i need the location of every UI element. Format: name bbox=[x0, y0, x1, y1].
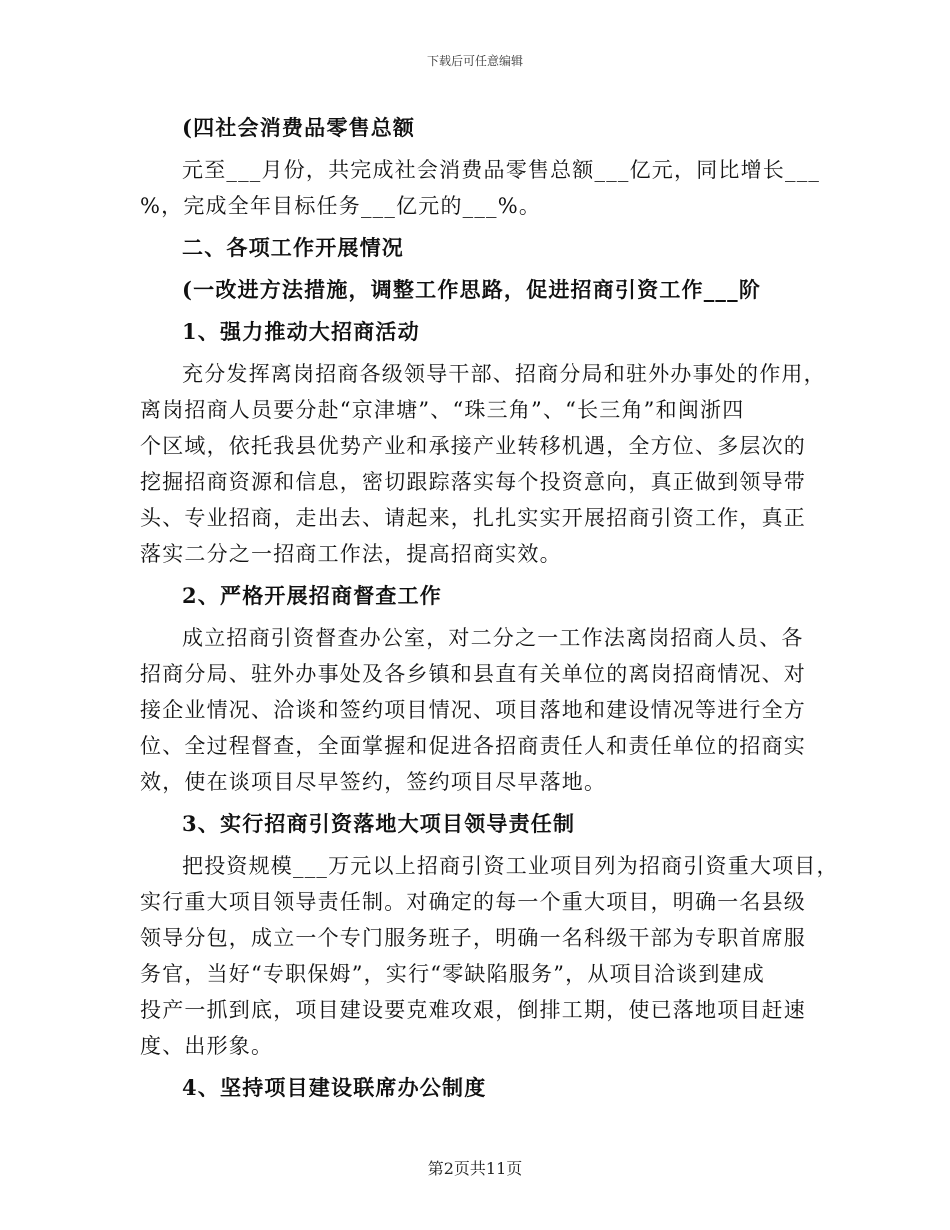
paragraph-line: 位、全过程督查，全面掌握和促进各招商责任人和责任单位的招商实 bbox=[140, 734, 806, 758]
paragraph-line: 充分发挥离岗招商各级领导干部、招商分局和驻外办事处的作用， bbox=[182, 362, 826, 386]
paragraph-line: 把投资规模___万元以上招商引资工业项目列为招商引资重大项目， bbox=[182, 854, 839, 878]
paragraph-line: %，完成全年目标任务___亿元的___%。 bbox=[140, 194, 542, 218]
paragraph-line: 实行重大项目领导责任制。对确定的每一个重大项目，明确一名县级 bbox=[140, 890, 806, 914]
paragraph-line: 个区域，依托我县优势产业和承接产业转移机遇，全方位、多层次的 bbox=[140, 434, 806, 458]
paragraph-line: 招商分局、驻外办事处及各乡镇和县直有关单位的离岗招商情况、对 bbox=[140, 662, 806, 686]
paragraph-line: 度、出形象。 bbox=[140, 1034, 274, 1058]
section-heading: (四社会消费品零售总额 bbox=[182, 115, 416, 140]
paragraph-line: 成立招商引资督查办公室，对二分之一工作法离岗招商人员、各 bbox=[182, 626, 804, 650]
page-header: 下载后可任意编辑 bbox=[426, 54, 523, 68]
paragraph-line: 头、专业招商，走出去、请起来，扎扎实实开展招商引资工作，真正 bbox=[140, 506, 806, 530]
section-heading: (一改进方法措施，调整工作思路，促进招商引资工作___阶 bbox=[182, 277, 762, 302]
document-body bbox=[140, 110, 839, 1106]
page-footer: 第2页共11页 bbox=[427, 1159, 523, 1178]
paragraph-line: 效，使在谈项目尽早签约，签约项目尽早落地。 bbox=[140, 770, 607, 794]
section-heading: 2、严格开展招商督查工作 bbox=[182, 583, 443, 608]
paragraph-line: 挖掘招商资源和信息，密切跟踪落实每个投资意向，真正做到领导带 bbox=[140, 470, 806, 494]
section-heading: 1、强力推动大招商活动 bbox=[182, 319, 420, 344]
section-heading: 3、实行招商引资落地大项目领导责任制 bbox=[182, 811, 576, 836]
paragraph-line: 投产一抓到底，项目建设要克难攻艰，倒排工期，使已落地项目赶速 bbox=[140, 998, 806, 1022]
paragraph-line: 落实二分之一招商工作法，提高招商实效。 bbox=[140, 542, 562, 566]
paragraph-line: 领导分包，成立一个专门服务班子，明确一名科级干部为专职首席服 bbox=[140, 926, 806, 950]
section-heading: 二、各项工作开展情况 bbox=[182, 235, 404, 260]
section-heading: 4、坚持项目建设联席办公制度 bbox=[182, 1075, 487, 1100]
paragraph-line: 接企业情况、洽谈和签约项目情况、项目落地和建设情况等进行全方 bbox=[140, 698, 806, 722]
paragraph-line: 务官，当好“专职保姆”，实行“零缺陷服务”，从项目洽谈到建成 bbox=[140, 962, 765, 986]
paragraph-line: 元至___月份，共完成社会消费品零售总额___亿元，同比增长___ bbox=[182, 158, 821, 182]
paragraph-line: 离岗招商人员要分赴“京津塘”、“珠三角”、“长三角”和闽浙四 bbox=[140, 398, 745, 422]
